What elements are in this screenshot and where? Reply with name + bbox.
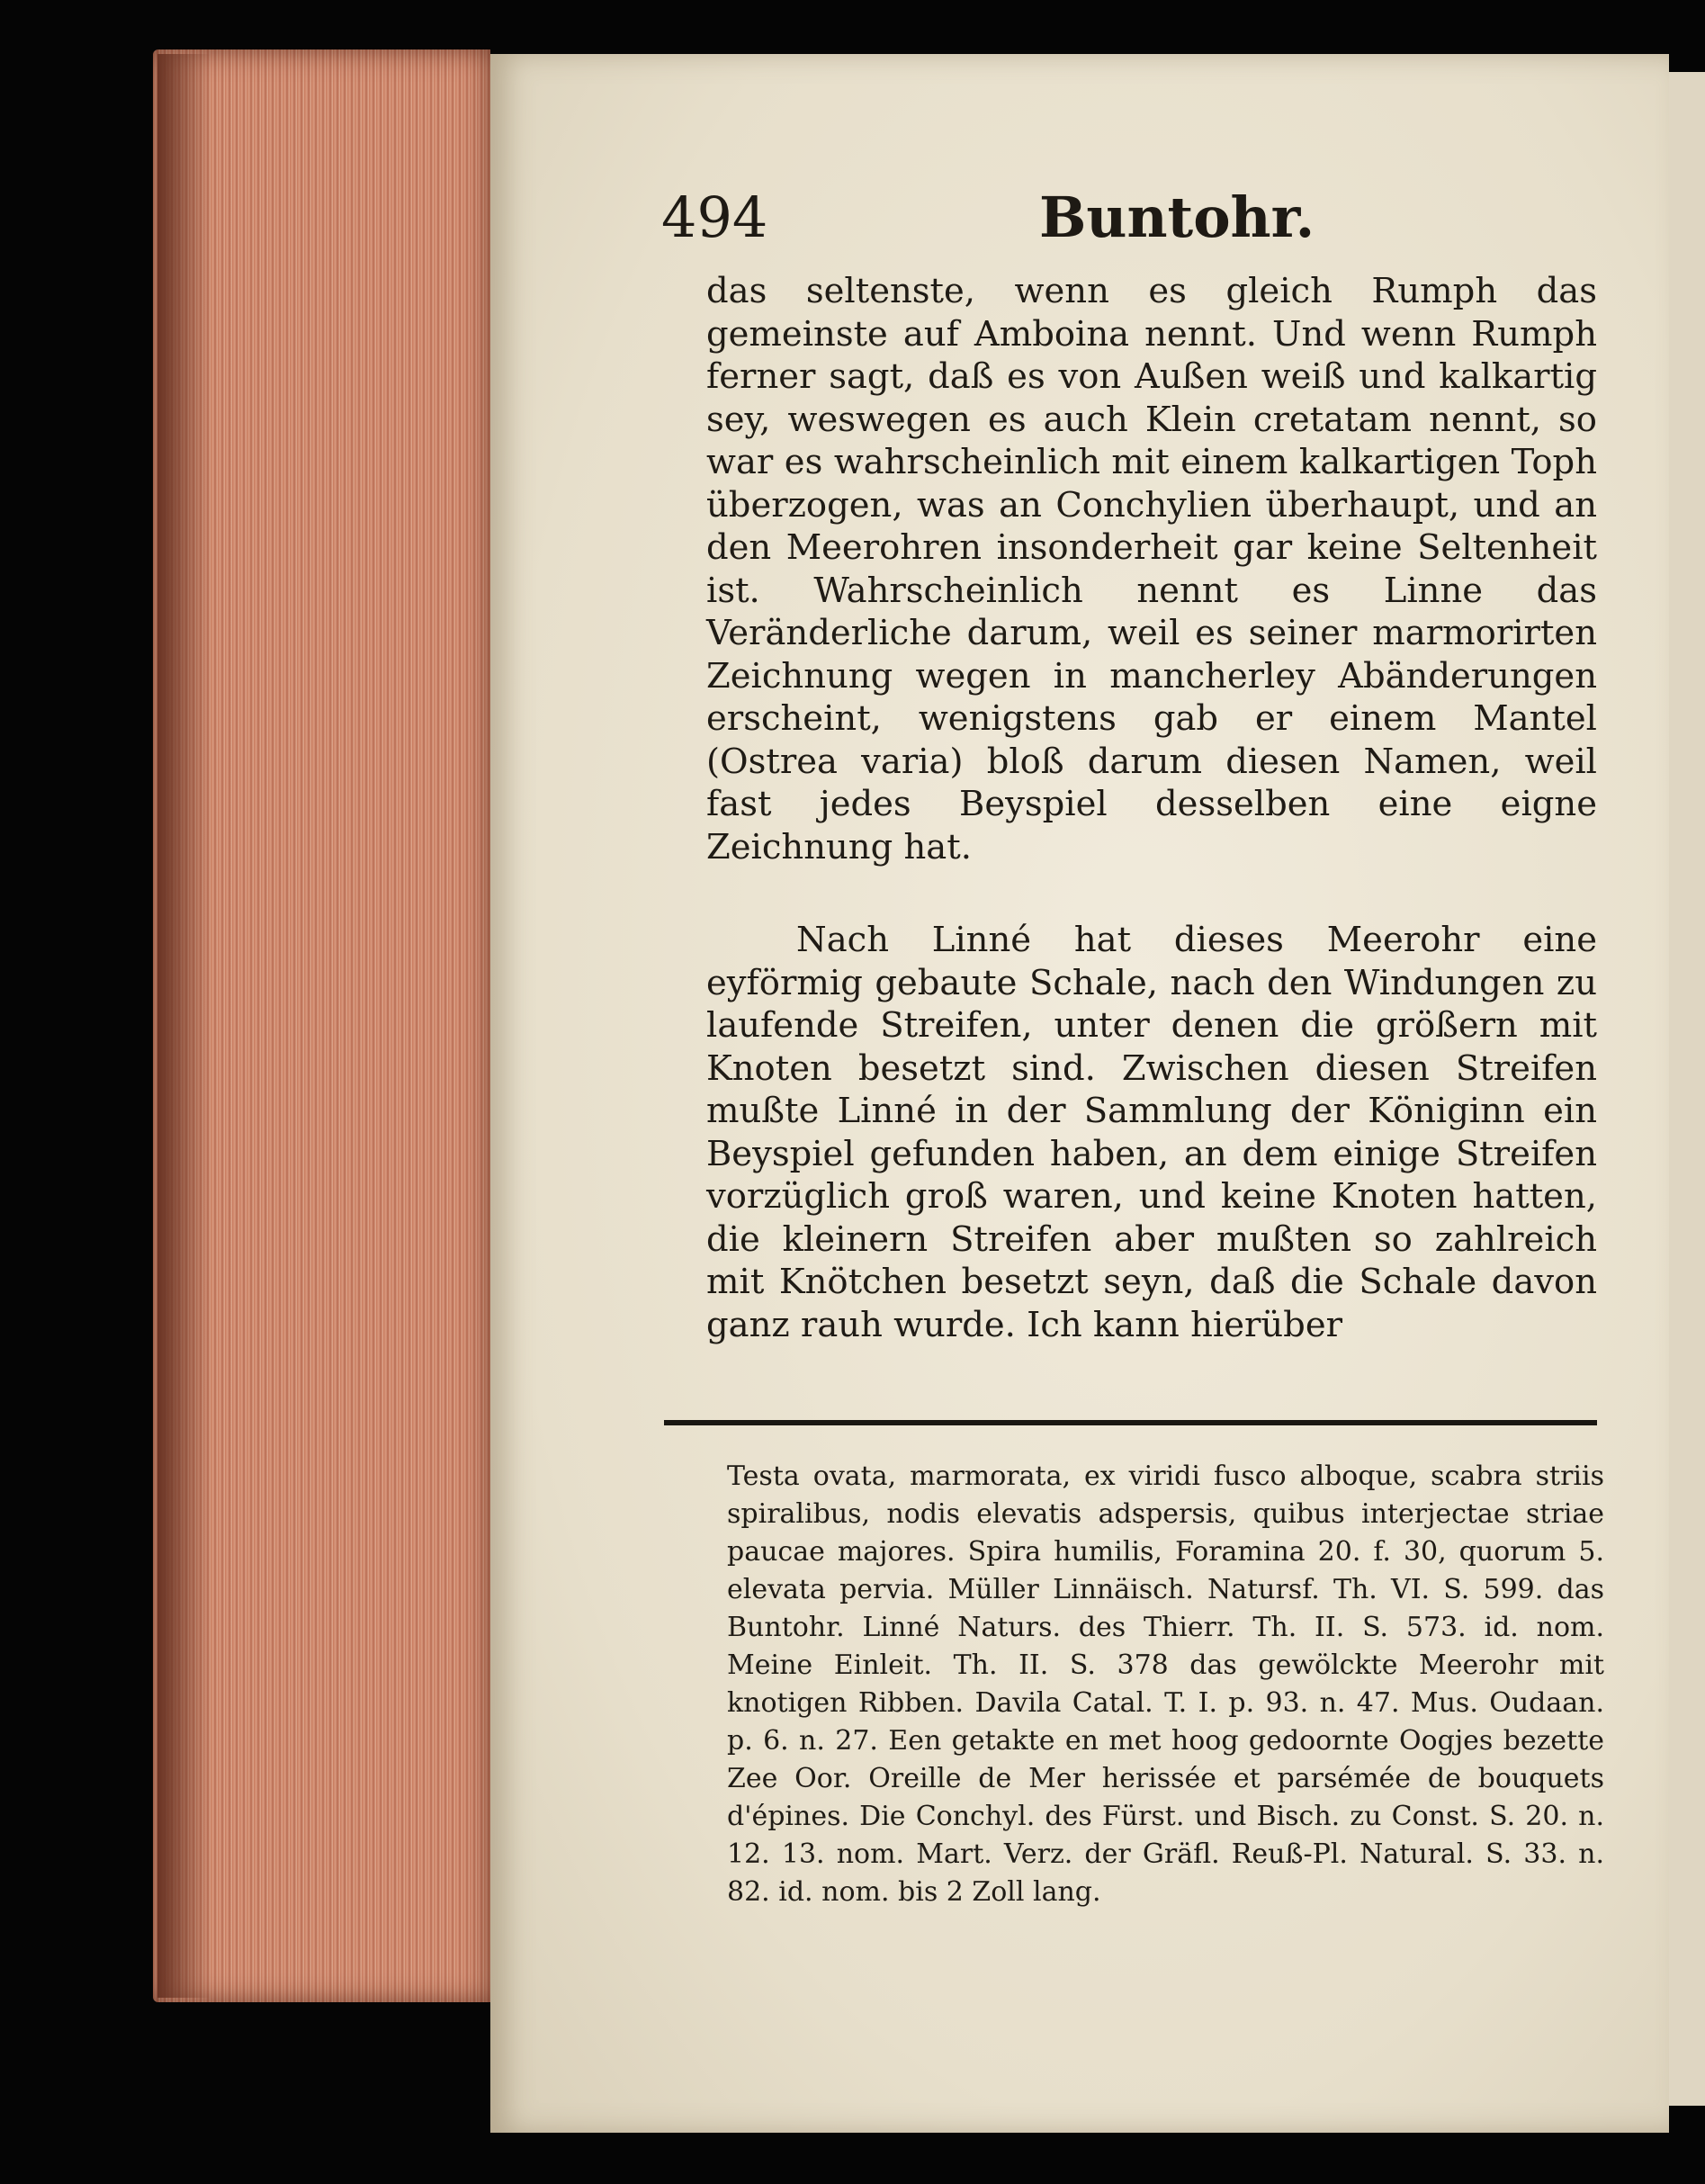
main-text <box>706 270 1597 1346</box>
page-number: 494 <box>661 184 768 250</box>
footnote-separator-rule <box>664 1420 1597 1425</box>
page-header <box>661 184 1606 256</box>
footnote-text: Testa ovata, marmorata, ex viridi fusco alboque, scabra striis spiralibus, nodis elevatis adspersis, quibus interjectae striae paucae majores. Spira humilis, Foramina 20. f. 30, quorum 5. elevata pervia. Müller Linnäisch. Natursf. Th. VI. S. 599. das Buntohr. Linné Naturs. des Thierr. Th. II. S. 573. id. nom. Meine Einleit. Th. II. S. 378 das gewölckte Meerohr mit knotigen Ribben. Davila Catal. T. I. p. 93. n. 47. Mus. Oudaan. p. 6. n. 27. Een getakte en met hoog gedoornte Oogjes bezette Zee Oor. Oreille de Mer herissée et parsémée de bouquets d'épines. Die Conchyl. des Fürst. und Bisch. zu Const. S. 20. n. 12. 13. nom. Mart. Verz. der Gräfl. Reuß-Pl. Natural. S. 33. n. 82. id. nom. bis 2 Zoll lang. <box>727 1460 1604 1908</box>
paragraph-1: das seltenste, wenn es gleich Rumph das gemeinste auf Amboina nennt. Und wenn Rumph ferner sagt, daß es von Außen weiß und kalkartig sey, weswegen es auch Klein cretatam nennt, so war es wahrscheinlich mit einem kalkartigen Toph überzogen, was an Conchylien überhaupt, und an den Meerohren insonderheit gar keine Seltenheit ist. Wahrscheinlich nennt es Linne das Veränderliche darum, weil es seiner marmorirten Zeichnung wegen in mancherley Abänderungen erscheint, wenigstens gab er einem Mantel (Ostrea varia) bloß darum diesen Namen, weil fast jedes Beyspiel desselben eine eigne Zeichnung hat. <box>706 271 1597 867</box>
footnote <box>727 1458 1604 1911</box>
facing-page-edge <box>1669 72 1705 2106</box>
book-cover-shadow <box>157 54 211 1998</box>
paragraph-2: Nach Linné hat dieses Meerohr eine eyförmig gebaute Schale, nach den Windungen zu laufende Streifen, unter denen die größern mit Knoten besetzt sind. Zwischen diesen Streifen mußte Linné in der Sammlung der Königinn ein Beyspiel gefunden haben, an dem einige Streifen vorzüglich groß waren, und keine Knoten hatten, die kleinern Streifen aber mußten so zahlreich mit Knötchen besetzt seyn, daß die Schale davon ganz rauh wurde. Ich kann hierüber <box>706 920 1597 1345</box>
running-title: Buntohr. <box>1039 184 1315 250</box>
